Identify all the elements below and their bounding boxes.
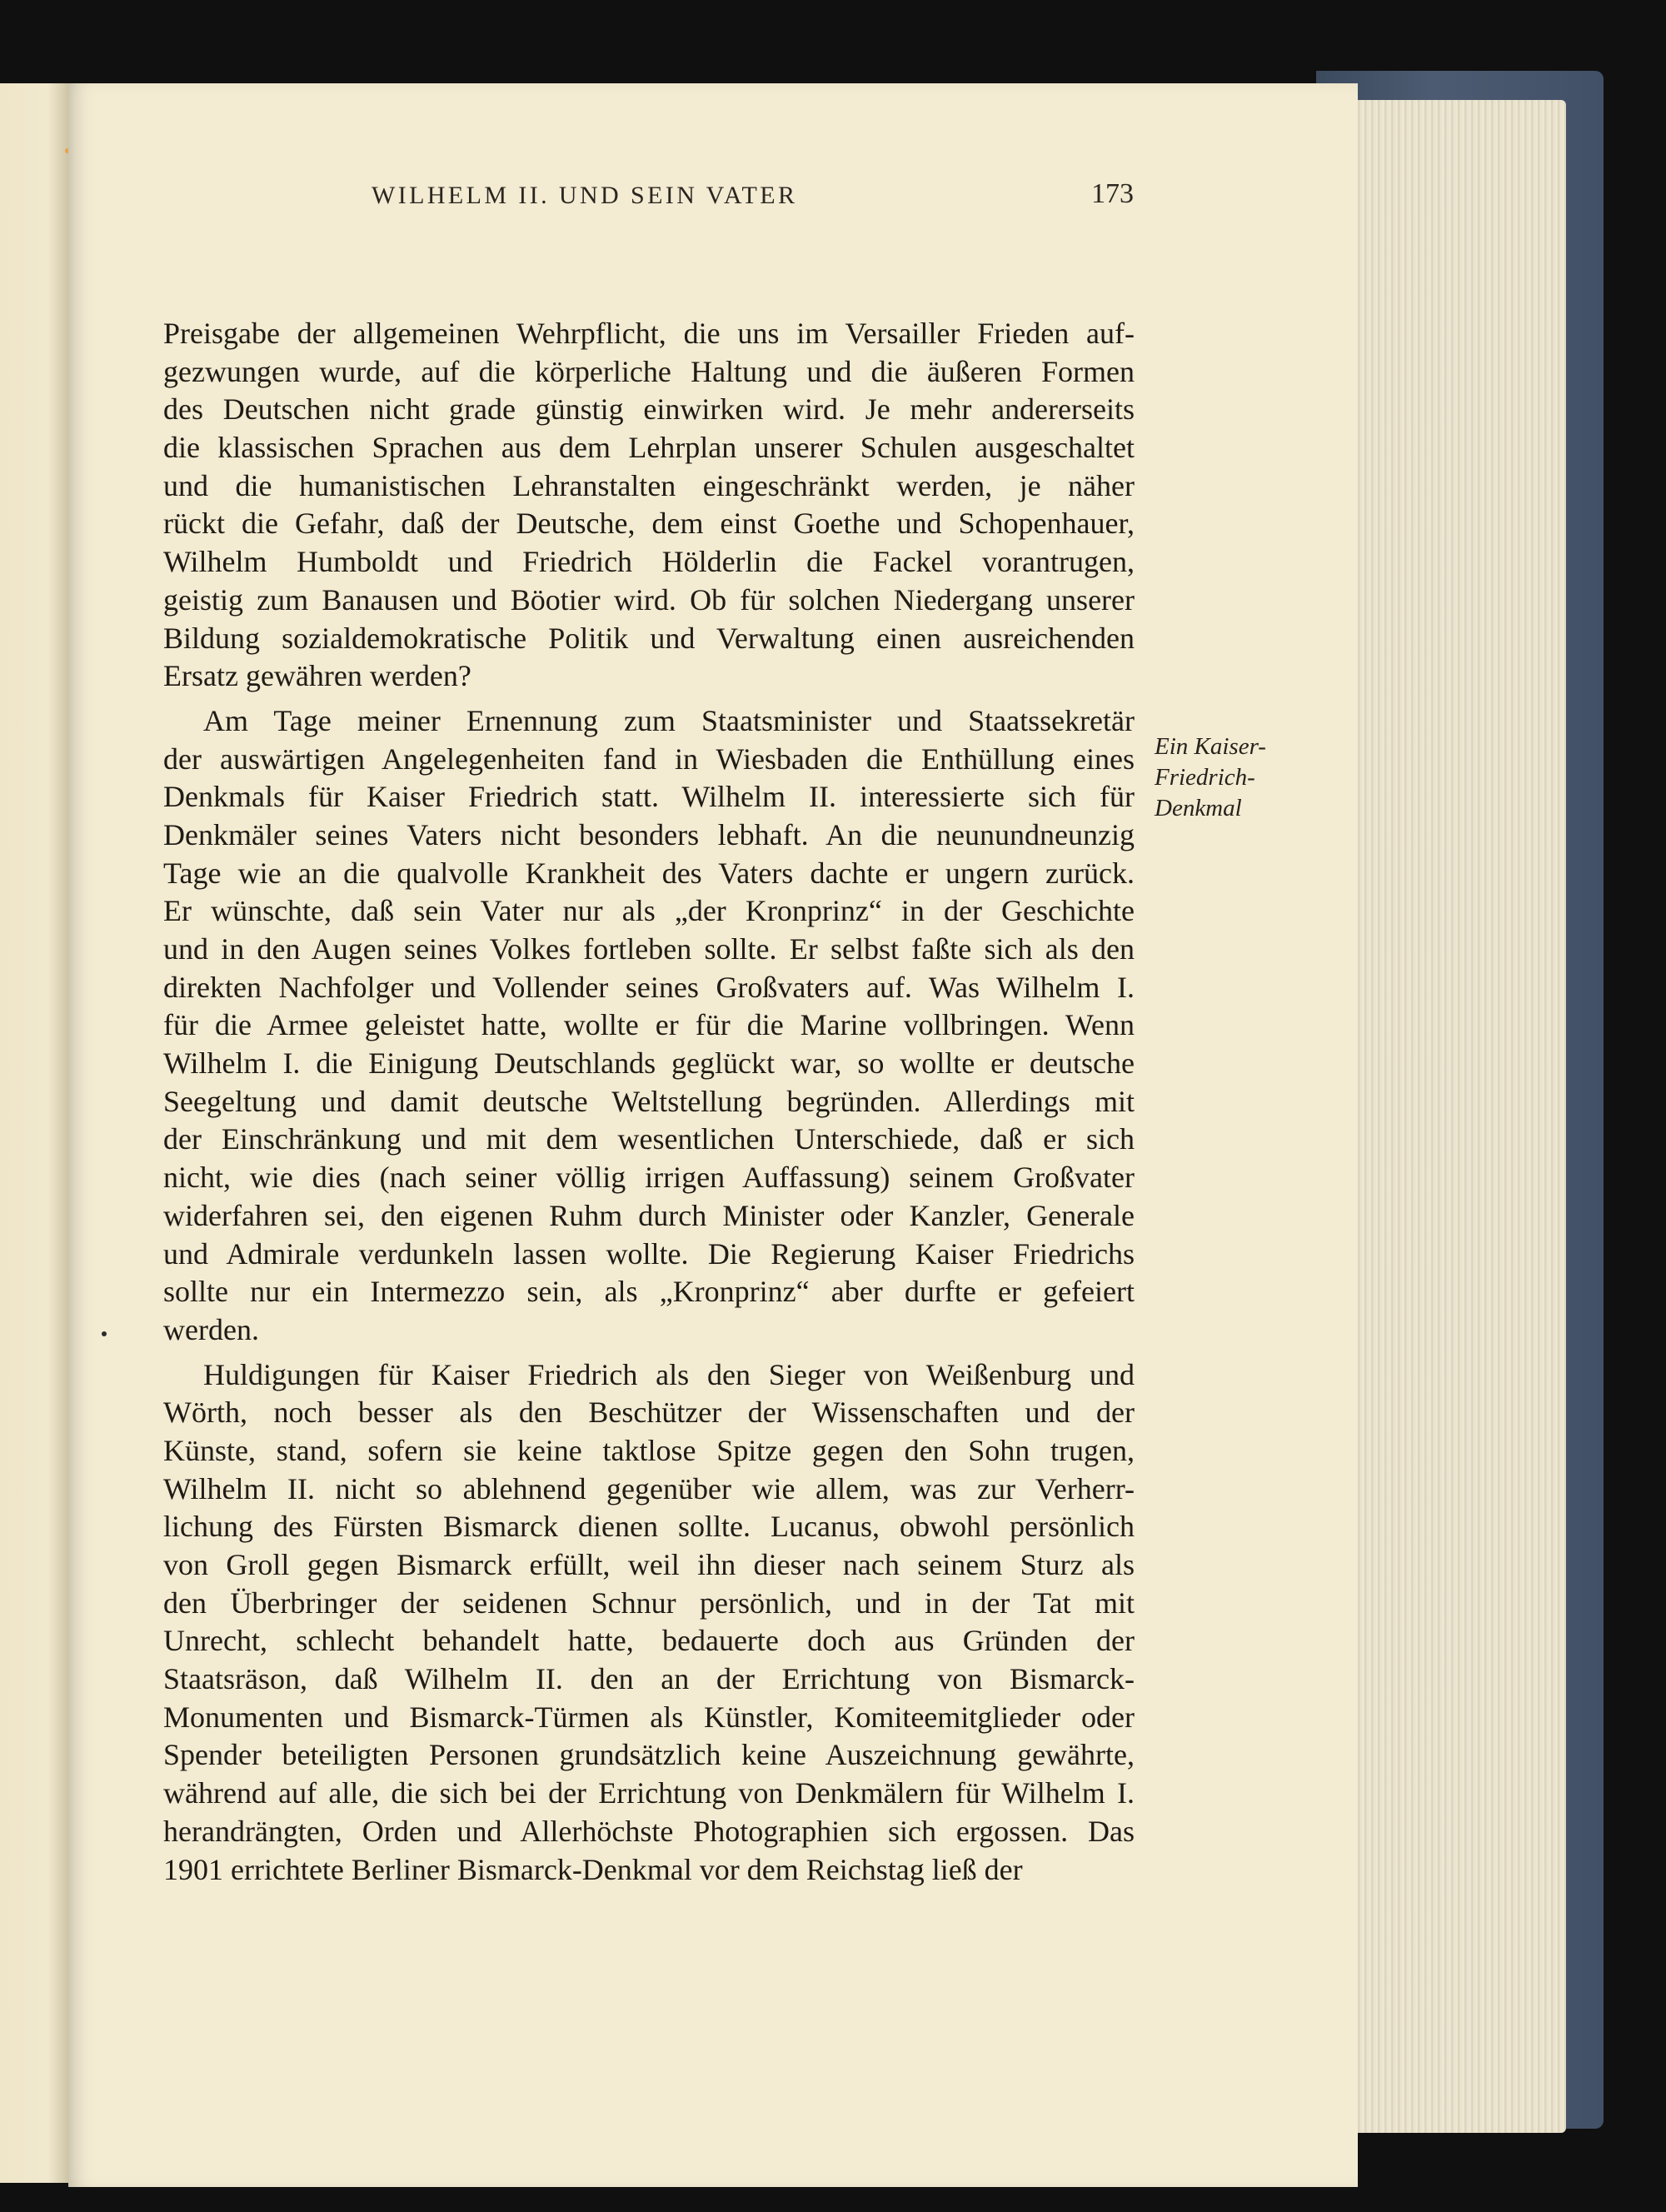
page-edges [1341,100,1566,2133]
text-line: Seegeltung und damit deutsche Weltstellung begründen. Allerdings mit [163,1084,1135,1118]
text-line: und Admirale verdunkeln lassen wollte. Die Regierung Kaiser Friedrichs [163,1236,1135,1271]
marginal-note-line: Friedrich- [1155,764,1255,791]
text-line: Denkmäler seines Vaters nicht besonders lebhaft. An die neunundneunzig [163,817,1135,851]
text-line: Er wünschte, daß sein Vater nur als „der Kronprinz“ in der Geschichte [163,894,1135,928]
text-line: Künste, stand, sofern sie keine taktlose Spitze gegen den Sohn trugen, [163,1433,1135,1467]
text-line: der Einschränkung und mit dem wesentlichen Unterschiede, daß er sich [163,1122,1135,1156]
text-line: Monumenten und Bismarck-Türmen als Künstler, Komiteemitglieder oder [163,1700,1135,1734]
text-line: Wilhelm Humboldt und Friedrich Hölderlin die Fackel vorantrugen, [163,545,1135,579]
text-line: des Deutschen nicht grade günstig einwirken wird. Je mehr andererseits [163,392,1135,427]
paragraph-gap [163,696,1135,702]
running-head-title: WILHELM II. UND SEIN VATER [372,182,798,209]
text-line: 1901 errichtete Berliner Bismarck-Denkmal vor dem Reichstag ließ der [163,1852,1023,1886]
text-line: Wilhelm I. die Einigung Deutschlands geglückt war, so wollte er deutsche [163,1046,1135,1081]
text-line: sollte nur ein Intermezzo sein, als „Kronprinz“ aber durfte er gefeiert [163,1275,1135,1309]
text-line: gezwungen wurde, auf die körperliche Haltung und die äußeren Formen [163,354,1135,388]
text-line: Huldigungen für Kaiser Friedrich als den Sieger von Weißenburg und [203,1357,1135,1391]
facing-page-edge [0,83,68,2183]
text-line: während auf alle, die sich bei der Errichtung von Denkmälern für Wilhelm I. [163,1776,1135,1810]
text-line: für die Armee geleistet hatte, wollte er für die Marine vollbringen. Wenn [163,1008,1135,1042]
text-line: der auswärtigen Angelegenheiten fand in Wiesbaden die Enthüllung eines [163,741,1135,776]
text-line: Denkmals für Kaiser Friedrich statt. Wilhelm II. interessierte sich für [163,780,1135,814]
marginal-note-line: Denkmal [1155,795,1242,821]
ink-speck [102,1331,107,1336]
text-line: Ersatz gewähren werden? [163,659,471,693]
text-line: herandrängten, Orden und Allerhöchste Photographien sich ergossen. Das [163,1814,1135,1848]
text-line: die klassischen Sprachen aus dem Lehrplan unserer Schulen ausgeschaltet [163,431,1135,465]
marginal-note-line: Ein Kaiser- [1155,733,1266,760]
text-line: und in den Augen seines Volkes fortleben sollte. Er selbst faßte sich als den [163,932,1135,966]
body-text [163,315,1135,1889]
text-line: Unrecht, schlecht behandelt hatte, bedauerte doch aus Gründen der [163,1624,1135,1658]
text-line: Bildung sozialdemokratische Politik und Verwaltung einen ausreichenden [163,621,1135,655]
text-line: nicht, wie dies (nach seiner völlig irrigen Auffassung) seinem Großvater [163,1161,1135,1195]
text-line: Preisgabe der allgemeinen Wehrpflicht, die uns im Versailler Frieden auf- [163,317,1135,350]
text-line: widerfahren sei, den eigenen Ruhm durch Minister oder Kanzler, Generale [163,1198,1135,1232]
text-line: von Groll gegen Bismarck erfüllt, weil ihn dieser nach seinem Sturz als [163,1548,1135,1581]
text-line: direkten Nachfolger und Vollender seines Großvaters auf. Was Wilhelm I. [163,970,1135,1004]
marginal-note [1155,732,1266,824]
text-line: Am Tage meiner Ernennung zum Staatsminister und Staatssekretär [203,703,1135,737]
text-line: Tage wie an die qualvolle Krankheit des Vaters dachte er ungern zurück. [163,856,1135,890]
text-line: und die humanistischen Lehranstalten eingeschränkt werden, je näher [163,468,1135,502]
text-line: lichung des Fürsten Bismarck dienen sollte. Lucanus, obwohl persönlich [163,1510,1135,1544]
text-line: Spender beteiligten Personen grundsätzlich keine Auszeichnung gewährte, [163,1738,1135,1772]
text-line: Wilhelm II. nicht so ablehnend gegenüber wie allem, was zur Verherr- [163,1471,1135,1505]
paragraph-gap [163,1350,1135,1356]
page-number: 173 [1091,178,1134,209]
text-line: den Überbringer der seidenen Schnur persönlich, und in der Tat mit [163,1585,1135,1620]
text-line: Wörth, noch besser als den Beschützer der Wissenschaften und der [163,1396,1135,1430]
text-line: Staatsräson, daß Wilhelm II. den an der Errichtung von Bismarck- [163,1662,1135,1696]
text-line: werden. [163,1312,259,1346]
text-line: geistig zum Banausen und Böotier wird. Ob für solchen Niedergang unserer [163,582,1135,617]
text-line: rückt die Gefahr, daß der Deutsche, dem einst Goethe und Schopenhauer, [163,507,1135,541]
